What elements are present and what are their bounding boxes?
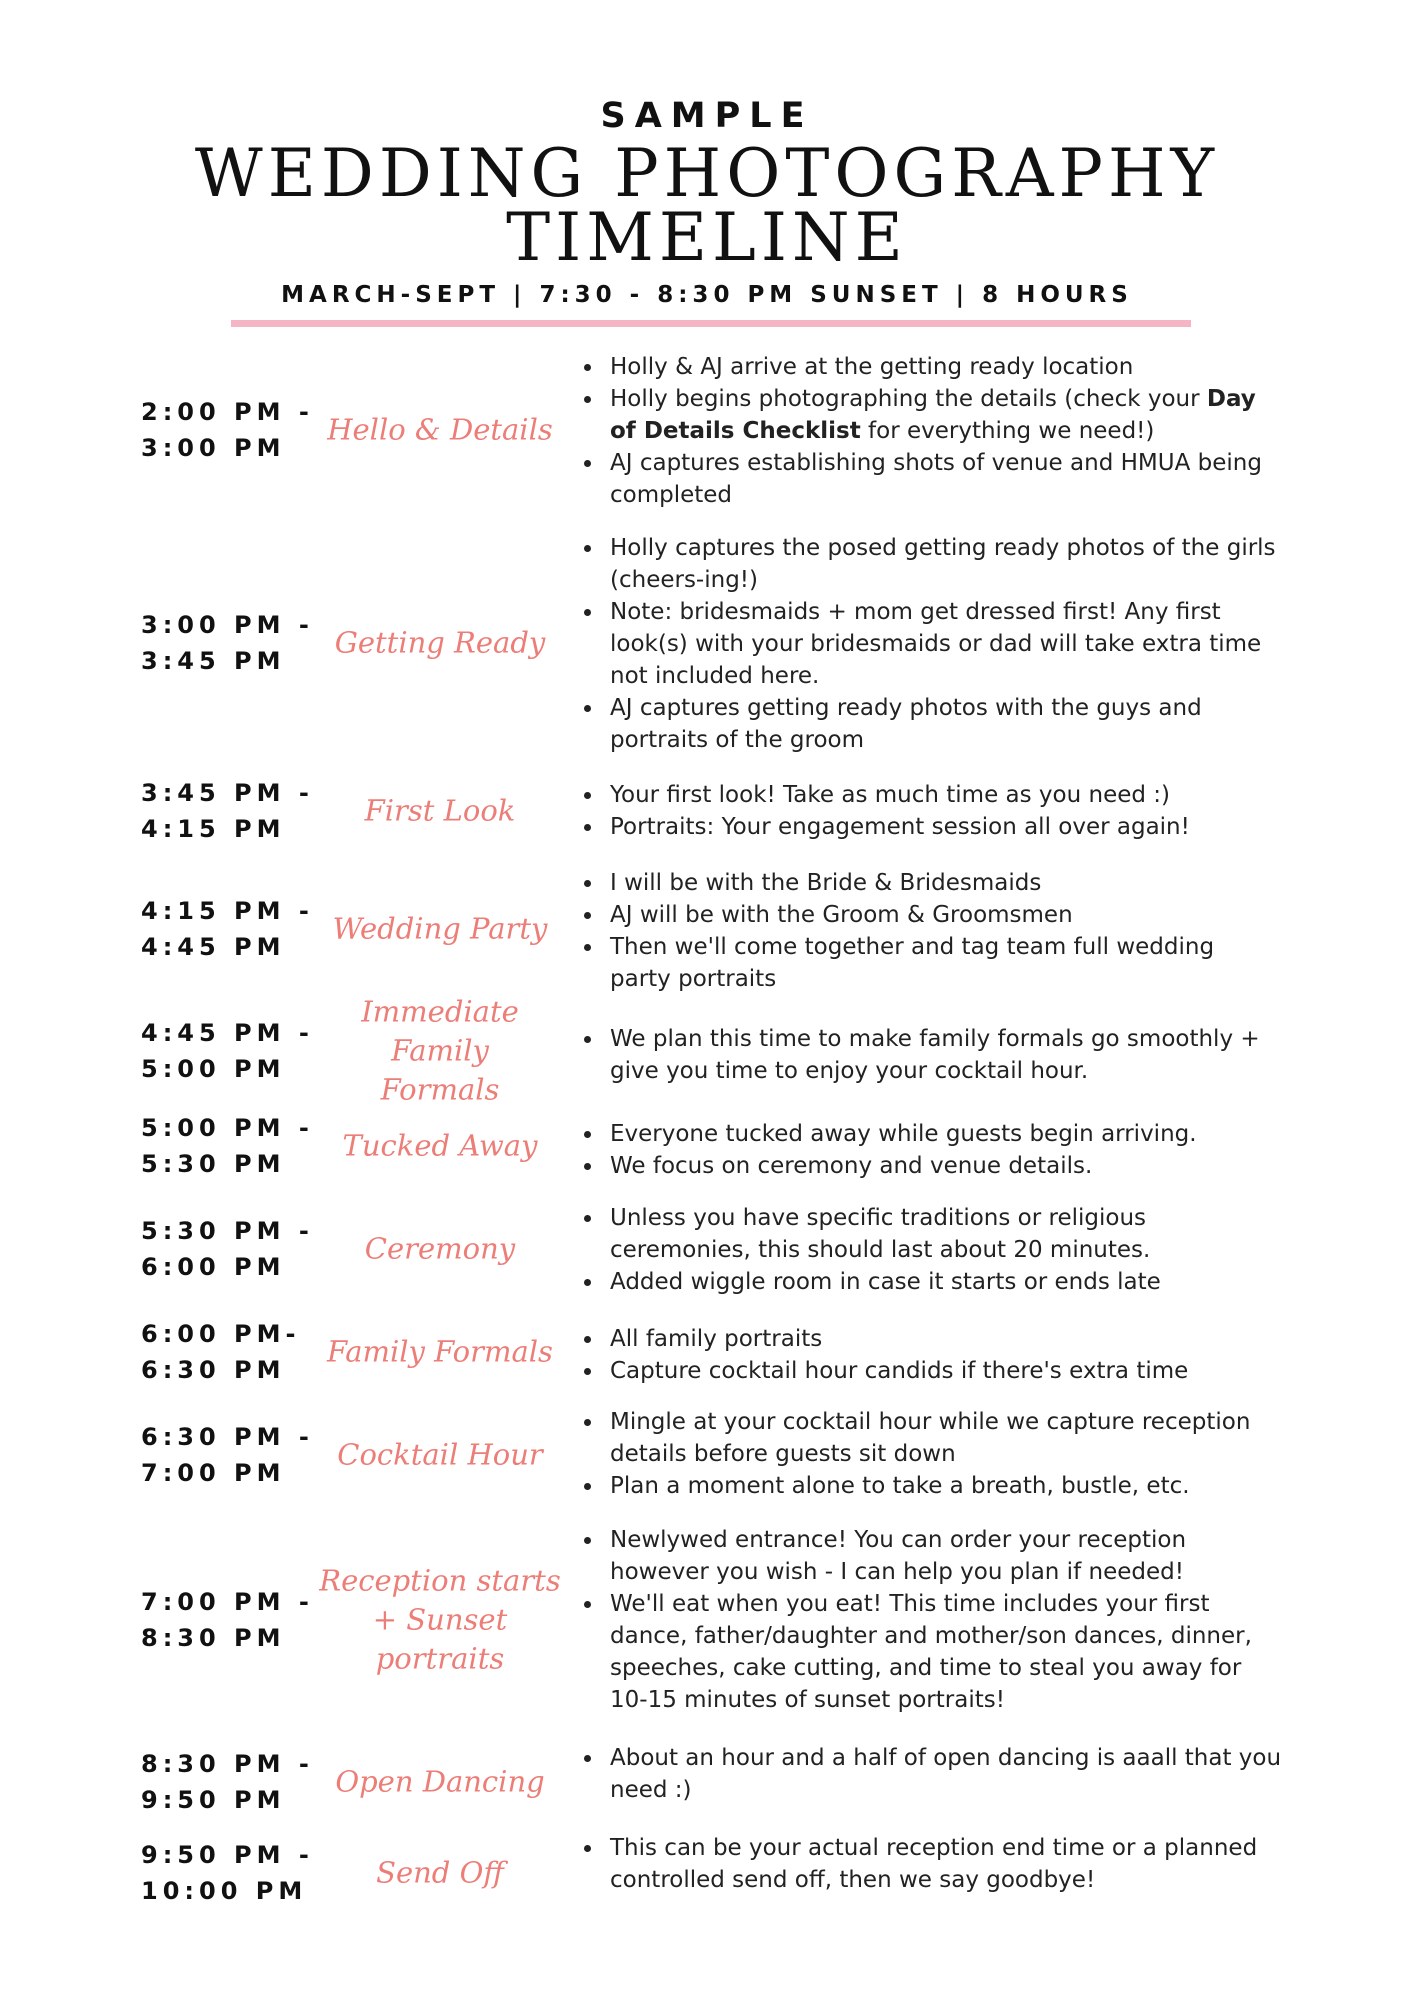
segment-name-line: Reception starts [319, 1563, 561, 1598]
bullet-item [582, 931, 1282, 995]
bullet-item [582, 1266, 1282, 1298]
time-line: 4:45 PM - [141, 1019, 314, 1047]
bullet-item [582, 383, 1282, 447]
segment-name [310, 993, 570, 1110]
bullet-item [582, 1150, 1282, 1182]
bullet-text: AJ will be with the Groom & Groomsmen [610, 902, 1073, 928]
title-line-1: WEDDING PHOTOGRAPHY [194, 135, 1220, 212]
bullet-list [582, 532, 1282, 756]
bullet-item [582, 1406, 1282, 1470]
segment-name [310, 1127, 570, 1166]
segment-name-line: Immediate Family [361, 994, 519, 1068]
bullet-text: Capture cocktail hour candids if there's extra time [610, 1358, 1189, 1384]
time-line: 10:00 PM [141, 1877, 308, 1905]
time-line: 4:15 PM - [141, 897, 314, 925]
bullet-item [582, 1355, 1282, 1387]
bullet-text: Holly captures the posed getting ready photos of the girls (cheers-ing!) [610, 535, 1276, 593]
segment-name-line: Open Dancing [335, 1764, 545, 1799]
segment-name-line: Getting Ready [334, 625, 546, 660]
bullet-text: AJ captures getting ready photos with the guys and portraits of the groom [610, 695, 1202, 753]
time-line: 6:30 PM [141, 1356, 286, 1384]
bullet-item [582, 811, 1282, 843]
time-line: 5:30 PM - [141, 1217, 314, 1245]
bullet-text: Everyone tucked away while guests begin arriving. [610, 1121, 1197, 1147]
bullet-item [582, 351, 1282, 383]
time-range [141, 1419, 331, 1491]
title-line-2: TIMELINE [506, 199, 908, 276]
time-range [141, 775, 331, 847]
bullet-list [582, 351, 1282, 511]
bullet-text: Then we'll come together and tag team full wedding party portraits [610, 934, 1215, 992]
time-line: 2:00 PM - [141, 398, 314, 426]
bullet-item [582, 779, 1282, 811]
bullet-item [582, 532, 1282, 596]
sample-label: SAMPLE [600, 96, 814, 136]
time-range [141, 1015, 331, 1087]
segment-name-line: Family Formals [327, 1334, 553, 1369]
bullet-item [582, 1832, 1282, 1896]
segment-name-line: First Look [364, 793, 516, 828]
segment-name [310, 1562, 570, 1679]
segment-name-line: + Sunset portraits [372, 1602, 508, 1676]
bullet-list [582, 1524, 1282, 1716]
time-line: 8:30 PM - [141, 1750, 314, 1778]
bullet-text: Holly begins photographing the details (check your [610, 386, 1207, 412]
time-line: 5:00 PM [141, 1055, 286, 1083]
time-line: 3:45 PM - [141, 779, 314, 807]
time-range [141, 893, 331, 965]
time-line: 7:00 PM - [141, 1588, 314, 1616]
bullet-list [582, 1832, 1282, 1896]
bullet-text: Mingle at your cocktail hour while we capture reception details before guests sit down [610, 1409, 1251, 1467]
bullet-emphasis: Day of Details Checklist [610, 386, 1256, 444]
bullet-text: All family portraits [610, 1326, 823, 1352]
bullet-text: We plan this time to make family formals go smoothly + give you time to enjoy your cocktail hour. [610, 1026, 1260, 1084]
segment-name [310, 792, 570, 831]
document-subtitle: MARCH-SEPT | 7:30 - 8:30 PM SUNSET | 8 HOURS [281, 282, 1133, 308]
bullet-item [582, 1202, 1282, 1266]
bullet-item [582, 1588, 1282, 1716]
bullet-item [582, 692, 1282, 756]
time-line: 9:50 PM [141, 1786, 286, 1814]
time-line: 5:30 PM [141, 1150, 286, 1178]
time-line: 3:00 PM [141, 434, 286, 462]
bullet-text: for everything we need!) [860, 418, 1155, 444]
bullet-list [582, 1406, 1282, 1502]
bullet-item [582, 867, 1282, 899]
segment-name-line: Send Off [376, 1855, 504, 1890]
time-range [141, 607, 331, 679]
bullet-list [582, 1323, 1282, 1387]
time-line: 9:50 PM - [141, 1841, 314, 1869]
time-line: 6:30 PM - [141, 1423, 314, 1451]
bullet-text: Your first look! Take as much time as you need :) [610, 782, 1170, 808]
segment-name-line: Formals [380, 1072, 500, 1107]
bullet-item [582, 596, 1282, 692]
bullet-item [582, 1323, 1282, 1355]
segment-name-line: Cocktail Hour [337, 1437, 543, 1472]
time-range [141, 1213, 331, 1285]
segment-name [310, 1230, 570, 1269]
bullet-text: Unless you have specific traditions or religious ceremonies, this should last about 20 minutes. [610, 1205, 1151, 1263]
bullet-list [582, 779, 1282, 843]
time-range [141, 1316, 331, 1388]
bullet-text: Newlywed entrance! You can order your reception however you wish - I can help you plan if needed! [610, 1527, 1187, 1585]
segment-name [310, 1436, 570, 1475]
segment-name-line: Wedding Party [332, 911, 548, 946]
bullet-item [582, 1524, 1282, 1588]
pink-divider [231, 320, 1191, 327]
bullet-text: Plan a moment alone to take a breath, bustle, etc. [610, 1473, 1190, 1499]
time-line: 8:30 PM [141, 1624, 286, 1652]
bullet-text: This can be your actual reception end time or a planned controlled send off, then we say goodbye! [610, 1835, 1258, 1893]
time-line: 6:00 PM- [141, 1320, 301, 1348]
segment-name-line: Tucked Away [342, 1128, 538, 1163]
document-title [0, 135, 1414, 276]
bullet-item [582, 1118, 1282, 1150]
time-line: 7:00 PM [141, 1459, 286, 1487]
segment-name [310, 624, 570, 663]
bullet-text: We focus on ceremony and venue details. [610, 1153, 1093, 1179]
segment-name-line: Ceremony [364, 1231, 516, 1266]
time-line: 3:45 PM [141, 647, 286, 675]
bullet-text: AJ captures establishing shots of venue and HMUA being completed [610, 450, 1262, 508]
bullet-item [582, 1742, 1282, 1806]
bullet-text: I will be with the Bride & Bridesmaids [610, 870, 1042, 896]
bullet-item [582, 1470, 1282, 1502]
time-range [141, 1746, 331, 1818]
time-line: 5:00 PM - [141, 1114, 314, 1142]
time-line: 4:45 PM [141, 933, 286, 961]
bullet-list [582, 1023, 1282, 1087]
segment-name [310, 1333, 570, 1372]
time-range [141, 1584, 331, 1656]
time-range [141, 1837, 331, 1909]
segment-name [310, 910, 570, 949]
bullet-list [582, 1118, 1282, 1182]
time-line: 3:00 PM - [141, 611, 314, 639]
bullet-text: About an hour and a half of open dancing is aaall that you need :) [610, 1745, 1282, 1803]
bullet-list [582, 1202, 1282, 1298]
time-line: 4:15 PM [141, 815, 286, 843]
time-line: 6:00 PM [141, 1253, 286, 1281]
time-range [141, 1110, 331, 1182]
bullet-text: We'll eat when you eat! This time includes your first dance, father/daughter and mother/son dances, dinner, speeches, cake cutting, and time to steal you away for 10-15 minutes of sunset portraits! [610, 1591, 1252, 1713]
bullet-text: Portraits: Your engagement session all over again! [610, 814, 1190, 840]
bullet-item [582, 1023, 1282, 1087]
segment-name [310, 1854, 570, 1893]
bullet-item [582, 447, 1282, 511]
segment-name-line: Hello & Details [327, 412, 553, 447]
segment-name [310, 411, 570, 450]
bullet-item [582, 899, 1282, 931]
bullet-list [582, 867, 1282, 995]
bullet-text: Note: bridesmaids + mom get dressed first! Any first look(s) with your bridesmaids or dad will take extra time not included here. [610, 599, 1262, 689]
bullet-text: Added wiggle room in case it starts or ends late [610, 1269, 1161, 1295]
segment-name [310, 1763, 570, 1802]
time-range [141, 394, 331, 466]
bullet-text: Holly & AJ arrive at the getting ready location [610, 354, 1134, 380]
bullet-list [582, 1742, 1282, 1806]
